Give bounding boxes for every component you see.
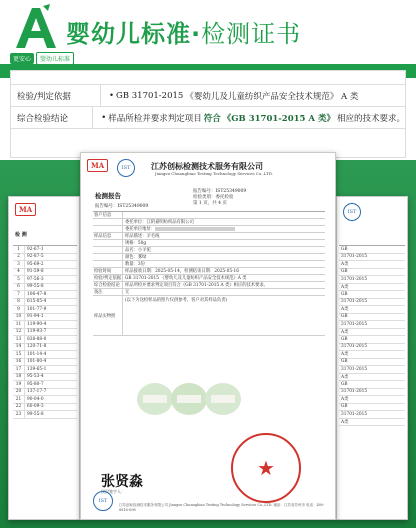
summary-empty-row (11, 129, 405, 151)
cas-row: 15 101-14-4 (13, 351, 77, 359)
standard-row: A类 (339, 306, 405, 314)
standard-row: A类 (339, 261, 405, 269)
report-table (93, 211, 325, 336)
cas-row: 11 119-90-4 (13, 321, 77, 329)
table-row: 综合检验结论 样品所检并要求判定项目符合《GB 31701-2015 A 类》相应的技术要求。 (93, 282, 325, 289)
table-row: 委托单位：江阴嘉明纺织品有限公司 (93, 219, 325, 226)
standard-row: A类 (339, 419, 405, 427)
cas-row: 19 95-80-7 (13, 381, 77, 389)
cas-row: 14 120-71-8 (13, 344, 77, 352)
cas-row: 8 615-05-4 (13, 299, 77, 307)
standard-row: GB (339, 336, 405, 344)
standard-row: GB (339, 404, 405, 412)
report-number: 报告编号：IST25349009 (95, 204, 149, 209)
standard-row: 31701-2015 (339, 276, 405, 284)
signature-label: 授权签字人： (101, 489, 125, 494)
conclusion-standard: 《GB 31701-2015 A 类》 (222, 113, 335, 124)
logo-badge-2: 婴幼儿标准 (36, 52, 74, 65)
logo-a-icon (10, 4, 60, 52)
conclusion-prefix: 样品所检并要求判定项目 (108, 113, 202, 124)
table-row: 数量：3份 (93, 261, 325, 268)
main-report-page (80, 152, 336, 520)
standard-row: 31701-2015 (339, 389, 405, 397)
standard-row: 31701-2015 (339, 321, 405, 329)
summary-row-basis (11, 85, 405, 107)
table-row: 样品信息 样品描述：羊毛线 (93, 233, 325, 240)
right-report-page (336, 196, 408, 520)
report-meta-2: 检验类别：委托检验 (193, 195, 234, 200)
table-row: 品名：小羊驼 (93, 247, 325, 254)
report-meta (193, 189, 246, 207)
standard-row: A类 (339, 374, 405, 382)
brand-logo (10, 4, 71, 66)
summary-conclusion-value: • 样品所检并要求判定项目 符合 《GB 31701-2015 A 类》 相应的技术要求。 (101, 112, 405, 124)
ist-icon: IST (117, 159, 135, 177)
signature: 张贤淼 (101, 474, 143, 490)
cas-row: 22 60-09-3 (13, 404, 77, 412)
cas-row: 6 99-55-8 (13, 284, 77, 292)
standard-row: GB (339, 359, 405, 367)
table-row: 颜色：雾绿 (93, 254, 325, 261)
standard-row: A类 (339, 329, 405, 337)
summary-basis-value: • GB 31701-2015 《婴幼儿及儿童纺织产品安全技术规范》 A 类 (109, 90, 359, 102)
ist-icon-right: IST (343, 203, 361, 221)
title-dot: · (191, 20, 202, 48)
summary-card (10, 70, 406, 158)
right-standard-list (339, 245, 405, 426)
left-cas-list (13, 245, 77, 419)
ma-mark-left: MA (15, 203, 36, 216)
cas-row: 17 139-65-1 (13, 366, 77, 374)
cas-row: 4 91-59-8 (13, 269, 77, 277)
cas-row: 21 90-04-0 (13, 396, 77, 404)
left-report-title: 检 测 (15, 232, 27, 238)
basis-desc: 《婴幼儿及儿童纺织产品安全技术规范》 A 类 (185, 91, 359, 102)
standard-row: GB (339, 246, 405, 254)
standard-row: GB (339, 291, 405, 299)
table-row: 检验时间 样品接收日期：2025-05-14，检测结束日期：2025-05-16 (93, 268, 325, 275)
standard-row: 31701-2015 (339, 299, 405, 307)
standard-row: 31701-2015 (339, 411, 405, 419)
cas-row: 13 838-88-0 (13, 336, 77, 344)
official-seal (231, 433, 301, 503)
standard-row: GB (339, 314, 405, 322)
standard-row: GB (339, 381, 405, 389)
yarn-photo (135, 379, 243, 419)
cas-row: 2 92-87-5 (13, 254, 77, 262)
company-name-en: Jiangsu Chuangbiao Testing Technology Services Co.,LTD. (155, 171, 274, 176)
report-meta-3: 第 1 页，共 4 页 (193, 201, 227, 206)
title-main: 婴幼儿标准 (66, 20, 191, 48)
table-row: 检验/判定依据 GB 31701-2015 《婴幼儿及儿童纺织产品安全技术规范》A 类 (93, 275, 325, 282)
cas-row: 10 91-94-1 (13, 314, 77, 322)
cas-row: 1 92-67-1 (13, 246, 77, 254)
table-row: 备注 无 (93, 289, 325, 296)
table-row: 客户信息 (93, 212, 325, 219)
seal-star-icon: ★ (257, 456, 275, 480)
logo-badges (10, 52, 74, 64)
cas-row: 7 106-47-8 (13, 291, 77, 299)
table-row: 委托单位地址： (93, 226, 325, 233)
redacted-address (155, 227, 235, 231)
cas-row: 5 97-56-3 (13, 276, 77, 284)
report-meta-1: 报告编号：IST25349009 (193, 189, 247, 194)
table-row: 规格：50g (93, 240, 325, 247)
title-sub: 检测证书 (201, 20, 302, 48)
logo-badge-1: 更安心 (10, 53, 34, 64)
table-row: 样品实物照 (以下为送检样品的照片仅供参考，客户对其样品负责) (93, 296, 325, 336)
standard-row: 31701-2015 (339, 254, 405, 262)
standard-row: 31701-2015 (339, 344, 405, 352)
cas-row: 9 101-77-9 (13, 306, 77, 314)
standard-row: A类 (339, 284, 405, 292)
page-title (66, 14, 301, 49)
report-footer: 江苏创标检测技术服务有限公司 Jiangsu Chuangbiao Testing Technology Services Co.,LTD. 地址：江苏省苏州市 电话：400-8816-698 (119, 503, 325, 512)
left-report-page (8, 196, 80, 520)
conclusion-highlight: 符合 (203, 113, 221, 124)
ma-mark-main: MA (87, 159, 108, 172)
summary-conclusion-label: 综合检验结论 (11, 107, 93, 128)
conclusion-suffix: 相应的技术要求。 (336, 113, 405, 124)
company-name: 江苏创标检测技术服务有限公司 (151, 161, 263, 171)
summary-cut-row (11, 71, 405, 85)
cas-row: 18 95-53-4 (13, 374, 77, 382)
cas-row: 20 137-17-7 (13, 389, 77, 397)
standard-row: A类 (339, 351, 405, 359)
cas-row: 23 99-55-8 (13, 411, 77, 419)
basis-standard: GB 31701-2015 (116, 90, 184, 101)
ist-footer-icon: IST (93, 491, 113, 511)
report-title: 检测报告 (95, 192, 121, 200)
standard-row: GB (339, 269, 405, 277)
standard-row: A类 (339, 396, 405, 404)
summary-basis-label: 检验/判定依据 (11, 85, 101, 106)
summary-row-conclusion (11, 107, 405, 129)
cas-row: 3 95-69-2 (13, 261, 77, 269)
standard-row: 31701-2015 (339, 366, 405, 374)
cas-row: 12 119-93-7 (13, 329, 77, 337)
cas-row: 16 101-80-4 (13, 359, 77, 367)
